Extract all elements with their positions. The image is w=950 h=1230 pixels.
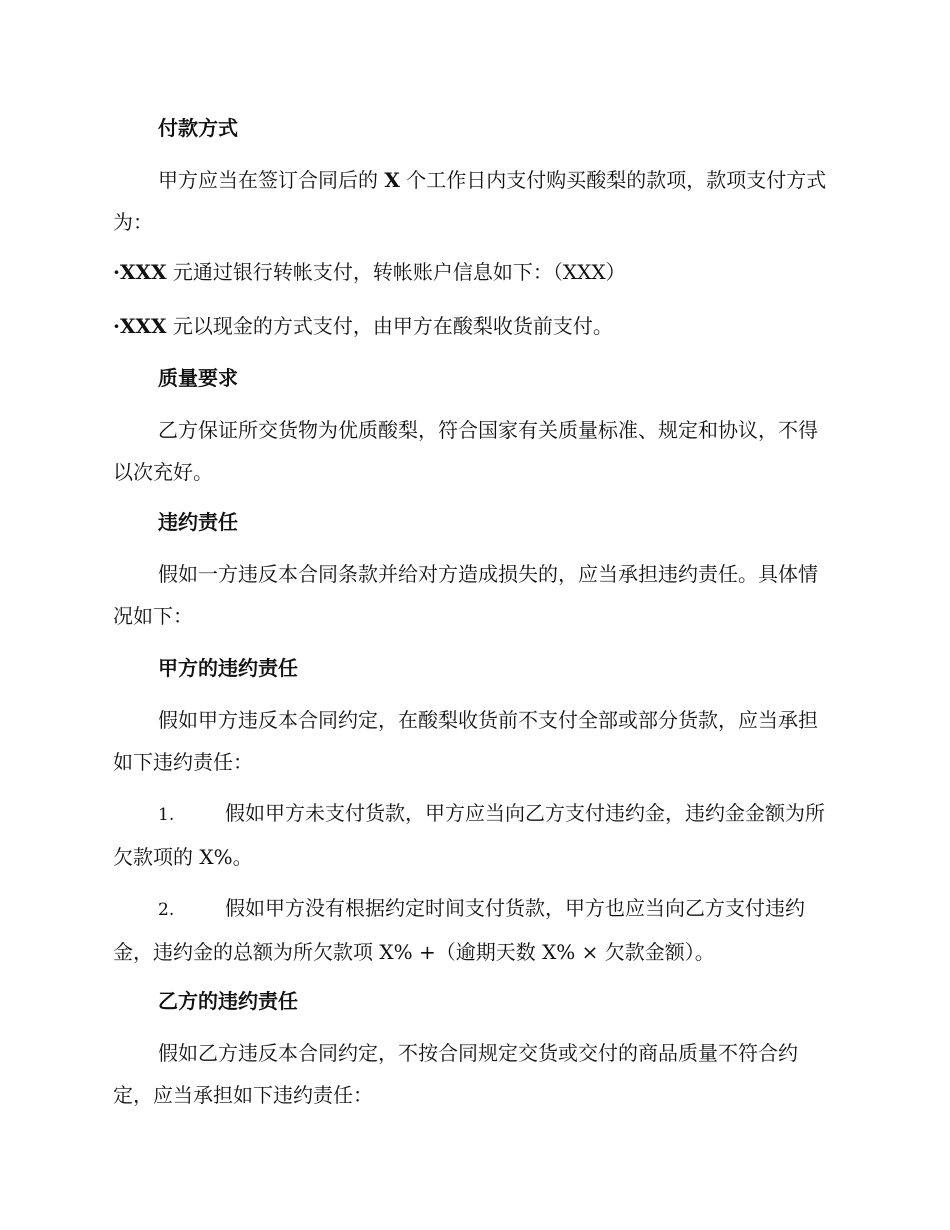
- heading-party-b-liability: 乙方的违约责任: [158, 989, 298, 1013]
- bullet-dot: ·: [113, 314, 120, 338]
- bullet-dot: ·: [113, 260, 120, 284]
- heading-liability: 违约责任: [158, 510, 238, 534]
- bullet-amount: XXX: [119, 260, 167, 284]
- bullet-cash: [113, 312, 833, 340]
- paragraph-party-a: 假如甲方违反本合同约定，在酸梨收货前不支付全部或部分货款，应当承担如下违约责任：: [113, 708, 818, 774]
- paragraph-payment-intro: [113, 159, 833, 243]
- list-item-2: [113, 887, 833, 973]
- bullet-bank-transfer: [113, 258, 833, 286]
- list-number: 1.: [158, 805, 175, 825]
- heading-payment: 付款方式: [158, 116, 238, 140]
- paragraph-liability: 假如一方违反本合同条款并给对方造成损失的，应当承担违约责任。具体情况如下：: [113, 562, 818, 628]
- payment-intro-b: 个工作日内支付购买酸梨的款项，款项支付方式为：: [113, 168, 827, 234]
- payment-days-x: X: [384, 168, 400, 192]
- heading-party-a-liability: 甲方的违约责任: [158, 656, 298, 680]
- bullet-text: 元通过银行转帐支付，转帐账户信息如下：（XXX）: [166, 260, 626, 284]
- bullet-text: 元以现金的方式支付，由甲方在酸梨收货前支付。: [166, 314, 613, 338]
- heading-quality: 质量要求: [158, 366, 238, 390]
- payment-intro-a: 甲方应当在签订合同后的: [158, 168, 385, 192]
- list-number: 2.: [158, 900, 175, 920]
- paragraph-quality: 乙方保证所交货物为优质酸梨，符合国家有关质量标准、规定和协议，不得以次充好。: [113, 418, 818, 484]
- bullet-amount: XXX: [119, 314, 167, 338]
- list-text: 假如甲方未支付货款，甲方应当向乙方支付违约金，违约金金额为所欠款项的 X%。: [113, 801, 825, 869]
- paragraph-party-b: 假如乙方违反本合同约定，不按合同规定交货或交付的商品质量不符合约定，应当承担如下违约责任：: [113, 1041, 798, 1107]
- list-text: 假如甲方没有根据约定时间支付货款，甲方也应当向乙方支付违约金，违约金的总额为所欠款项 X% +（逾期天数 X% × 欠款金额）。: [113, 896, 805, 964]
- list-item-1: [113, 792, 833, 878]
